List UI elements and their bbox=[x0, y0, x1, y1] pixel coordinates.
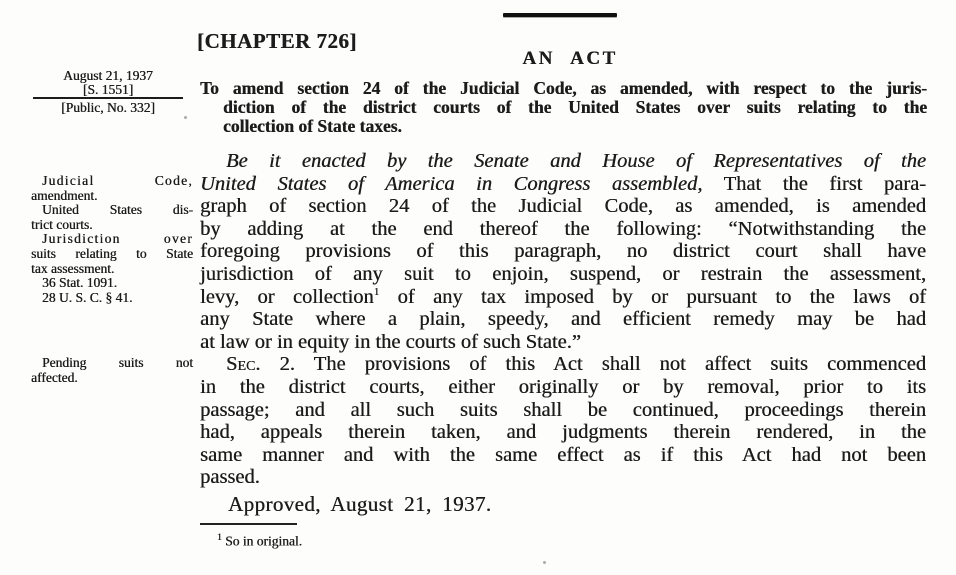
body-line: any State where a plain, speedy, and efficient remedy may be had bbox=[200, 308, 926, 331]
body-line: levy, or collection$^1$ of any tax imposed by or pursuant to the laws of bbox=[200, 285, 927, 308]
body-line: jurisdiction of any suit to enjoin, suspend, or restrain the assessment, bbox=[200, 262, 926, 285]
enactment-date: August 21, 1937 bbox=[63, 68, 153, 83]
body-line: passed. bbox=[200, 466, 260, 489]
bill-number: [S. 1551] bbox=[82, 81, 134, 97]
long-title-line: To amend section 24 of the Judicial Code, as amended, with respect to the juris- bbox=[200, 78, 927, 98]
margin-note-line: Jurisdiction over bbox=[42, 231, 193, 247]
body-line: United States of America in Congress assembled, That the first para- bbox=[200, 172, 926, 195]
margin-note-line: trict courts. bbox=[31, 216, 93, 232]
margin-notes-section1 bbox=[31, 174, 193, 305]
margin-note-line: Judicial Code, bbox=[42, 173, 193, 188]
scan-speck bbox=[543, 561, 546, 564]
scan-speck bbox=[184, 116, 187, 119]
margin-note-line: United States dis- bbox=[42, 202, 193, 218]
chapter-heading: [CHAPTER 726] bbox=[197, 29, 357, 53]
enacting-clause: Be it enacted by the Senate and House of Representatives of the bbox=[226, 150, 926, 172]
section-2-label: Sec. 2. bbox=[226, 353, 295, 376]
enacting-clause: United States of America in Congress assembled, bbox=[200, 172, 703, 195]
act-long-title bbox=[200, 79, 927, 136]
body-line bbox=[200, 150, 926, 173]
margin-note-line: amendment. bbox=[31, 187, 98, 203]
margin-note-line: suits relating to State bbox=[31, 245, 193, 261]
footnote-rule bbox=[200, 523, 297, 525]
margin-notes-section2 bbox=[31, 356, 193, 385]
body-line: in the district courts, either originally or by removal, prior to its bbox=[200, 375, 926, 398]
footnote-marker: 1 bbox=[217, 533, 222, 543]
margin-note-line: Pending suits not bbox=[42, 355, 193, 370]
long-title-line: diction of the district courts of the United States over suits relating to the bbox=[223, 97, 927, 117]
margin-note-line: 36 Stat. 1091. bbox=[42, 275, 118, 291]
public-law-number: [Public, No. 332] bbox=[61, 100, 155, 115]
margin-note-line: 28 U. S. C. § 41. bbox=[42, 289, 133, 305]
body-line: foregoing provisions of this paragraph, no district court shall have bbox=[200, 240, 926, 263]
act-heading: AN ACT bbox=[522, 48, 618, 69]
footnote-text: So in original. bbox=[225, 533, 302, 549]
long-title-line: collection of State taxes. bbox=[223, 116, 402, 136]
body-line: by adding at the end thereof the following: “Notwithstanding the bbox=[200, 217, 926, 240]
body-line: Sec. 2. The provisions of this Act shall not affect suits commenced bbox=[226, 353, 926, 376]
citation-divider-rule bbox=[33, 97, 183, 99]
margin-citation-block bbox=[30, 69, 186, 115]
approval-line: Approved, August 21, 1937. bbox=[228, 492, 492, 516]
margin-note-line: tax assessment. bbox=[31, 260, 115, 276]
act-body bbox=[200, 150, 926, 489]
top-section-rule bbox=[503, 13, 617, 17]
body-line: graph of section 24 of the Judicial Code, as amended, is amended bbox=[200, 195, 926, 218]
body-line: at law or in equity in the courts of such State.” bbox=[200, 330, 581, 353]
body-line: same manner and with the same effect as if this Act had not been bbox=[200, 443, 926, 466]
body-line: had, appeals therein taken, and judgments therein rendered, in the bbox=[200, 421, 926, 444]
body-line: passage; and all such suits shall be continued, proceedings therein bbox=[200, 398, 926, 421]
footnote bbox=[204, 533, 302, 550]
footnote-reference: 1 bbox=[373, 285, 380, 298]
margin-note-line: affected. bbox=[31, 369, 78, 385]
